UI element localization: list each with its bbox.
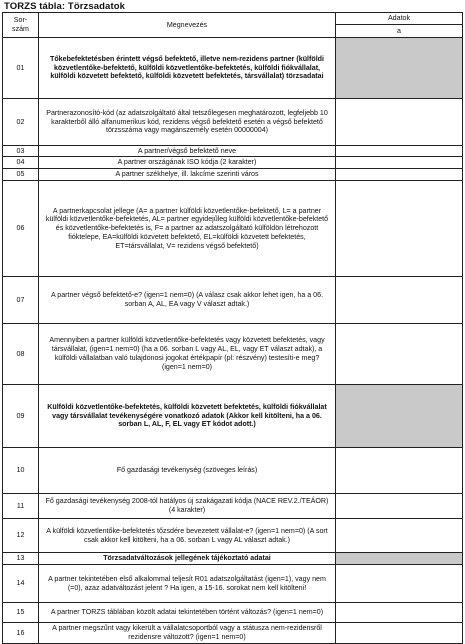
row-value-cell[interactable]	[336, 146, 463, 157]
row-value-cell[interactable]	[336, 519, 463, 553]
row-description: A partner megszűnt vagy kikerült a vállalatcsoportból vagy a státusza nem-rezidensről rezidensre változott? (igen=1 nem=0)	[39, 623, 336, 644]
row-code: 15	[3, 603, 39, 623]
row-value-cell[interactable]	[336, 169, 463, 181]
row-description: A partnerkapcsolat jellege (A= a partner külföldi közvetlentőke-befektető, L= a partner külföldi közvetlentőke-befektetés, AL= partner egyidejűleg külföldi közvetlentőke-befektető és közvetlentőke-befektetés is, F= a partner az adatszolgáltató külföldön létrehozott fióktelepe, EA=külföldi közvetett befektető, EL=külföldi közvetett befektetés, ET=társvállalat, V= rezidens végső befektető)	[39, 181, 336, 277]
row-description: A partner végső befektető-e? (igen=1 nem=0) (A válasz csak akkor lehet igen, ha a 06. sorban A, AL, EA vagy V választ adtak.)	[39, 277, 336, 324]
table-row	[3, 623, 463, 644]
row-code: 10	[3, 448, 39, 494]
row-code: 11	[3, 494, 39, 519]
row-value-cell[interactable]	[336, 181, 463, 277]
row-value-cell[interactable]	[336, 623, 463, 644]
row-description: Törzsadatváltozások jellegének tájékoztató adatai	[39, 553, 336, 565]
row-description: A partner/végső befektető neve	[39, 146, 336, 157]
row-value-cell	[336, 553, 463, 565]
row-value-cell[interactable]	[336, 99, 463, 146]
row-code: 04	[3, 157, 39, 169]
row-code: 14	[3, 565, 39, 603]
row-value-cell[interactable]	[336, 277, 463, 324]
header-sorszam: Sor- szám	[3, 13, 39, 38]
table-row	[3, 157, 463, 169]
row-code: 13	[3, 553, 39, 565]
row-description: Fő gazdasági tevékenység 2008-tól hatályos új szakágazati kódja (NACE REV.2./TEÁOR) (4 karakter)	[39, 494, 336, 519]
row-code: 09	[3, 385, 39, 448]
row-value-cell[interactable]	[336, 565, 463, 603]
row-value-cell[interactable]	[336, 603, 463, 623]
table-row	[3, 38, 463, 99]
row-description: Tőkebefektetésben érintett végső befektető, illetve nem-rezidens partner (külföldi közvetlentőke-befektető, külföldi közvetlentőke-befektetés, külföldi fiókvállalat, külföldi közvetett befektető, külföldi közvetett befektetés, társvállalat) törzsadatai	[39, 38, 336, 99]
row-code: 12	[3, 519, 39, 553]
row-description: A partner TORZS táblában közölt adatai tekintetében történt változás? (igen=1 nem=0)	[39, 603, 336, 623]
row-value-cell[interactable]	[336, 157, 463, 169]
table-row	[3, 519, 463, 553]
table-row	[3, 553, 463, 565]
row-value-cell[interactable]	[336, 448, 463, 494]
table-row	[3, 181, 463, 277]
row-description: A partner országának ISO kódja (2 karakter)	[39, 157, 336, 169]
row-code: 06	[3, 181, 39, 277]
table-row	[3, 385, 463, 448]
table-row	[3, 277, 463, 324]
table-row	[3, 448, 463, 494]
row-description: Külföldi közvetlentőke-befektetés, külföldi közvetett befektetés, külföldi fiókvállalat vagy társvállalat tevékenységére vonatkozó adatok (Akkor kell kitölteni, ha a 06. sorban L, AL, F, EL vagy ET kódot adott.)	[39, 385, 336, 448]
row-description: Fő gazdasági tevékenység (szöveges leírás)	[39, 448, 336, 494]
row-description: Amennyiben a partner külföldi közvetlentőke-befektetés vagy közvetett befektetés, vagy társvállalat, (igen=1 nem=0) (ha a 06. sorban L vagy AL, EL, vagy ET választ adtak), a külföldi vállalatban való tulajdonosi jogokat értékpapír (pl: részvény) testesíti-e meg? (igen=1 nem=0)	[39, 324, 336, 385]
table-row	[3, 169, 463, 181]
row-code: 01	[3, 38, 39, 99]
row-value-cell[interactable]	[336, 494, 463, 519]
table-row	[3, 494, 463, 519]
header-adatok: Adatok	[336, 13, 463, 25]
row-code: 03	[3, 146, 39, 157]
table-row	[3, 603, 463, 623]
row-code: 02	[3, 99, 39, 146]
header-megnevezes: Megnevezés	[39, 13, 336, 38]
header-col-a: a	[336, 25, 463, 38]
row-description: A külföldi közvetlentőke-befektetés tőzsdére bevezetett vállalat-e? (igen=1 nem=0) (A sort csak akkor kell kitölteni, ha a 06. sorban L vagy AL választ adtak.)	[39, 519, 336, 553]
table-row	[3, 324, 463, 385]
row-value-cell	[336, 38, 463, 99]
row-code: 16	[3, 623, 39, 644]
row-value-cell	[336, 385, 463, 448]
row-code: 05	[3, 169, 39, 181]
row-description: Partnerazonosító-kód (az adatszolgáltató által tetszőlegesen meghatározott, legfeljebb 10 karakterből álló alfanumerikus kód, rezidens végső befektető esetén a végső befektető törzsszáma vagy magánszemély esetén 00000004)	[39, 99, 336, 146]
row-description: A partner tekintetében első alkalommal teljesít R01 adatszolgáltatást (igen=1), vagy nem (=0), azaz adatváltozást jelent ? Ha igen, a 15-16. sorokat nem kell kitölteni!	[39, 565, 336, 603]
row-code: 07	[3, 277, 39, 324]
row-description: A partner székhelye, ill. lakcíme szerinti város	[39, 169, 336, 181]
header-row-1	[3, 13, 463, 25]
table-row	[3, 99, 463, 146]
table-row	[3, 565, 463, 603]
row-value-cell[interactable]	[336, 324, 463, 385]
table-title: TORZS tábla: Törzsadatok	[4, 1, 125, 12]
torzs-table	[2, 12, 463, 644]
table-row	[3, 146, 463, 157]
row-code: 08	[3, 324, 39, 385]
